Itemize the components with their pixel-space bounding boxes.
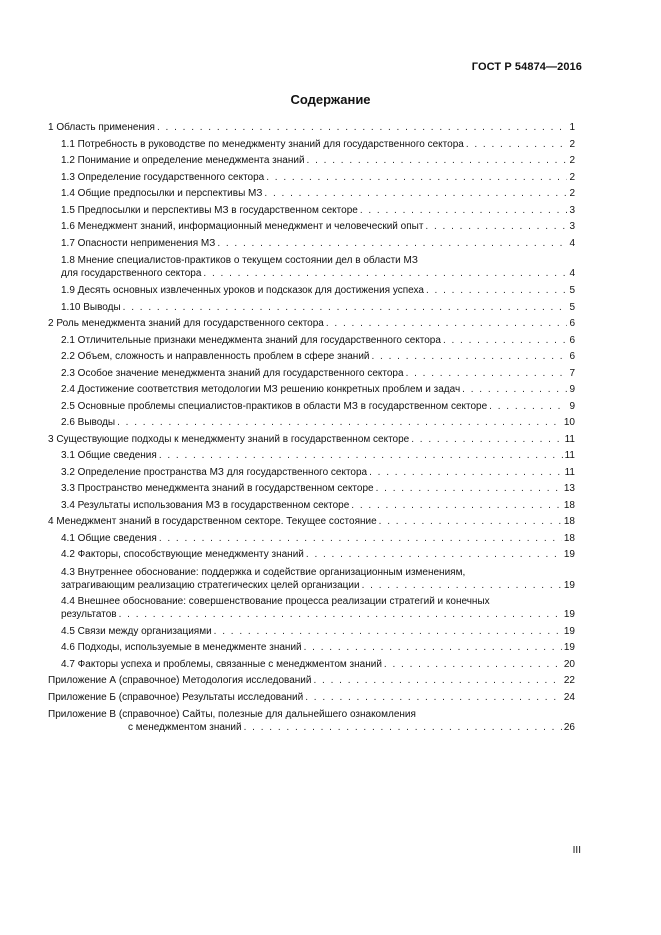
toc-page-number: 18 — [563, 532, 575, 544]
leader-dots — [351, 498, 562, 515]
toc-entry-text: Приложение А (справочное) Методология исследований — [48, 675, 312, 686]
toc-page-number: 19 — [563, 549, 575, 560]
leader-dots — [313, 673, 561, 690]
toc-entry-text: 2.4 Достижение соответствия методологии МЗ решению конкретных проблем и задач — [61, 384, 461, 395]
leader-dots — [360, 203, 568, 220]
leader-dots — [411, 432, 562, 449]
toc-page-number: 6 — [569, 351, 575, 362]
leader-dots — [376, 481, 562, 498]
leader-dots — [159, 448, 563, 465]
leader-dots — [369, 465, 562, 482]
toc-entry-text: 1 Область применения — [48, 122, 155, 133]
toc-entry-text: 2.6 Выводы — [61, 417, 116, 428]
toc-page-number: 19 — [563, 579, 575, 591]
toc-entry-text: 2.2 Объем, сложность и направленность проблем в сфере знаний — [61, 351, 370, 362]
toc-page-number: 5 — [569, 301, 575, 313]
leader-dots — [217, 236, 567, 253]
toc-page-number: 7 — [569, 367, 575, 379]
leader-dots — [384, 657, 562, 674]
toc-entry[interactable] — [48, 333, 575, 350]
toc-entry-text: 3 Существующие подходы к менеджменту знаний в государственном секторе — [48, 433, 410, 445]
toc-page-number: 4 — [569, 237, 575, 249]
leader-dots — [443, 333, 568, 350]
toc-page-number: 5 — [569, 285, 575, 296]
toc-entry-text: 3.3 Пространство менеджмента знаний в государственном секторе — [61, 483, 374, 494]
toc-page-number: 19 — [563, 625, 575, 637]
toc-entry-text: 4 Менеджмент знаний в государственном секторе. Текущее состояние — [48, 516, 377, 527]
toc-page-number: 10 — [563, 417, 575, 428]
toc-page-number: 9 — [569, 384, 575, 395]
leader-dots — [379, 514, 562, 531]
toc-page-number: 2 — [569, 138, 575, 150]
leader-dots — [119, 608, 562, 621]
toc-entry[interactable] — [48, 153, 575, 170]
toc-page-number: 11 — [564, 450, 575, 461]
toc-entry[interactable] — [48, 120, 575, 137]
leader-dots — [462, 382, 567, 399]
toc-entry[interactable] — [48, 203, 575, 220]
leader-dots — [304, 640, 562, 657]
toc-entry[interactable] — [48, 219, 575, 236]
toc-entry[interactable] — [48, 448, 575, 465]
leader-dots — [305, 690, 562, 707]
toc-page-number: 4 — [569, 268, 575, 279]
toc-entry-text: 1.6 Менеджмент знаний, информационный менеджмент и человеческий опыт — [61, 221, 424, 232]
toc-page-number: 3 — [569, 204, 575, 216]
toc-page-number: 18 — [563, 499, 575, 511]
toc-entry[interactable] — [48, 382, 575, 399]
leader-dots — [362, 579, 562, 592]
toc-entry-text: 3.2 Определение пространства МЗ для государственного сектора — [61, 466, 368, 478]
toc-entry-text: 2.3 Особое значение менеджмента знаний для государственного сектора — [61, 367, 404, 379]
leader-dots — [406, 366, 568, 383]
leader-dots — [306, 547, 562, 564]
toc-page-number: 26 — [563, 722, 575, 733]
toc-page-number: 24 — [563, 691, 575, 703]
toc-entry-text-line1: Приложение В (справочное) Сайты, полезные для дальнейшего ознакомления — [48, 709, 416, 720]
toc-entry-text: Приложение Б (справочное) Результаты исследований — [48, 691, 304, 703]
toc-page-number: 18 — [563, 516, 575, 527]
toc-entry[interactable] — [48, 721, 575, 734]
toc-entry[interactable] — [48, 137, 575, 154]
toc-entry-text: 1.7 Опасности неприменения МЗ — [61, 237, 216, 249]
toc-entry[interactable] — [48, 624, 575, 641]
leader-dots — [372, 349, 568, 366]
toc-entry-text-line1: 1.8 Мнение специалистов-практиков о текущем состоянии дел в области МЗ — [61, 255, 418, 266]
toc-entry-text: 1.3 Определение государственного сектора — [61, 171, 265, 183]
toc-entry[interactable] — [48, 415, 575, 432]
toc-entry-text: 2.1 Отличительные признаки менеджмента знаний для государственного сектора — [61, 334, 441, 346]
leader-dots — [466, 137, 568, 154]
toc-entry-text-line1: 4.3 Внутреннее обоснование: поддержка и содействие организационным изменениям, — [61, 566, 466, 578]
leader-dots — [157, 120, 567, 137]
toc-page-number: 1 — [569, 122, 575, 133]
toc-entry-text-line2: результатов — [61, 608, 117, 620]
toc-entry[interactable] — [48, 531, 575, 548]
toc-entry[interactable] — [48, 316, 575, 333]
leader-dots — [214, 624, 562, 641]
toc-entry[interactable] — [48, 579, 575, 592]
toc-entry[interactable] — [48, 481, 575, 498]
toc-entry[interactable] — [48, 608, 575, 621]
toc-entry[interactable] — [48, 300, 575, 317]
toc-entry-text: 1.1 Потребность в руководстве по менеджменту знаний для государственного сектора — [61, 138, 464, 150]
toc-entry-text: 1.2 Понимание и определение менеджмента знаний — [61, 155, 305, 166]
toc-entry-text: 4.6 Подходы, используемые в менеджменте знаний — [61, 642, 302, 653]
toc-entry[interactable] — [48, 465, 575, 482]
toc-page-number: 9 — [569, 400, 575, 412]
toc-entry-text-line1: 4.4 Внешнее обоснование: совершенствование процесса реализации стратегий и конечных — [61, 595, 490, 607]
toc-page-number: 11 — [564, 433, 575, 445]
toc-entry-text: 1.10 Выводы — [61, 301, 121, 313]
toc-entry[interactable] — [48, 432, 575, 449]
toc-entry-text: 4.2 Факторы, способствующие менеджменту знаний — [61, 549, 304, 560]
toc-entry-text: 4.1 Общие сведения — [61, 532, 157, 544]
toc-entry[interactable] — [48, 267, 575, 280]
toc-entry-text: 3.4 Результаты использования МЗ в государственном секторе — [61, 499, 350, 511]
table-of-contents — [48, 120, 575, 737]
toc-page-number: 6 — [569, 334, 575, 346]
leader-dots — [244, 721, 562, 734]
leader-dots — [264, 186, 567, 203]
toc-entry-text: 4.5 Связи между организациями — [61, 625, 212, 637]
toc-entry[interactable] — [48, 640, 575, 657]
toc-entry-text: 3.1 Общие сведения — [61, 450, 157, 461]
leader-dots — [159, 531, 562, 548]
toc-entry[interactable] — [48, 186, 575, 203]
toc-page-number: 20 — [563, 658, 575, 670]
toc-entry-text: 2 Роль менеджмента знаний для государственного сектора — [48, 318, 324, 329]
toc-entry[interactable] — [48, 657, 575, 674]
toc-page-number: 22 — [563, 675, 575, 686]
toc-entry[interactable] — [48, 498, 575, 515]
leader-dots — [425, 219, 567, 236]
leader-dots — [203, 267, 567, 280]
toc-page-number: 13 — [563, 483, 575, 494]
leader-dots — [117, 415, 562, 432]
toc-entry-text-line2: для государственного сектора — [61, 268, 202, 279]
toc-entry[interactable] — [48, 236, 575, 253]
leader-dots — [123, 300, 568, 317]
page-number: III — [572, 845, 581, 856]
toc-entry-text: 2.5 Основные проблемы специалистов-практиков в области МЗ в государственном секторе — [61, 400, 488, 412]
toc-entry-text: 1.5 Предпосылки и перспективы МЗ в государственном секторе — [61, 204, 358, 216]
leader-dots — [489, 399, 567, 416]
toc-entry[interactable] — [48, 366, 575, 383]
toc-entry[interactable] — [48, 514, 575, 531]
toc-entry[interactable] — [48, 283, 575, 300]
toc-entry[interactable] — [48, 399, 575, 416]
toc-page-number: 19 — [563, 608, 575, 620]
toc-page-number: 3 — [569, 221, 575, 232]
toc-entry[interactable] — [48, 547, 575, 564]
standard-designation: ГОСТ Р 54874—2016 — [471, 61, 582, 73]
toc-entry[interactable] — [48, 690, 575, 707]
leader-dots — [326, 316, 568, 333]
toc-page-number: 11 — [564, 466, 575, 478]
page-title: Содержание — [290, 92, 371, 107]
toc-entry-text: 4.7 Факторы успеха и проблемы, связанные с менеджментом знаний — [61, 658, 382, 670]
toc-entry-text: 1.4 Общие предпосылки и перспективы МЗ — [61, 188, 263, 199]
toc-page-number: 2 — [569, 155, 575, 166]
toc-entry-text-line2: затрагивающим реализацию стратегических целей организации — [61, 579, 360, 591]
leader-dots — [426, 283, 567, 300]
toc-entry[interactable] — [48, 673, 575, 690]
toc-entry[interactable] — [48, 349, 575, 366]
toc-page-number: 6 — [569, 318, 575, 329]
toc-entry-text-line2: с менеджментом знаний — [128, 722, 242, 733]
toc-entry-text: 1.9 Десять основных извлеченных уроков и подсказок для достижения успеха — [61, 285, 424, 296]
leader-dots — [307, 153, 568, 170]
toc-entry[interactable] — [48, 170, 575, 187]
leader-dots — [266, 170, 567, 187]
toc-page-number: 2 — [569, 171, 575, 183]
toc-page-number: 2 — [569, 188, 575, 199]
toc-page-number: 19 — [563, 642, 575, 653]
